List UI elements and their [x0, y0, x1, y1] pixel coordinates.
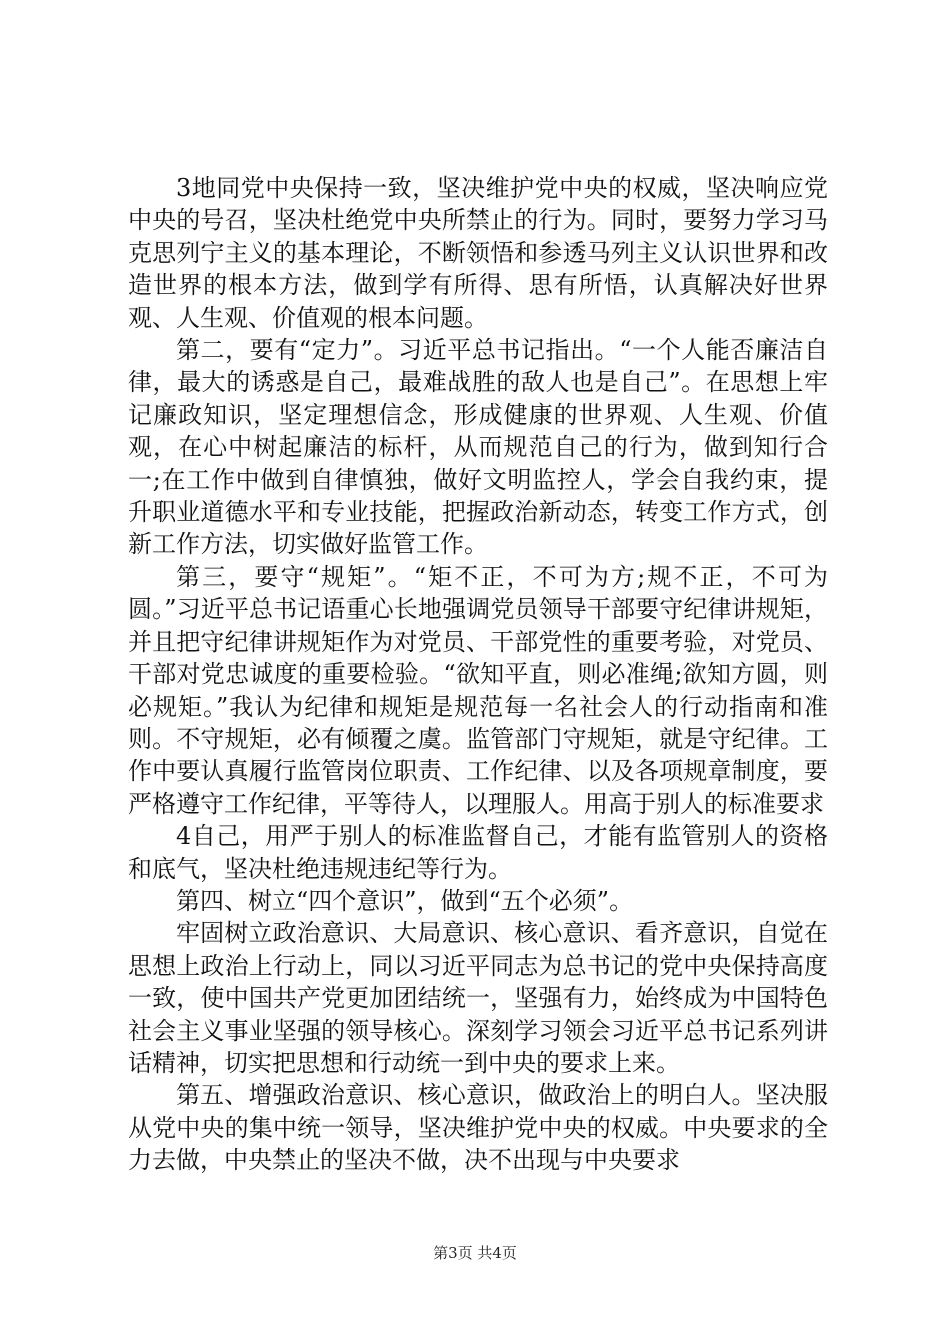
paragraph-5: 第四、树立“四个意识”，做到“五个必须”。 [176, 886, 634, 915]
paragraph-4: 4自己，用严于别人的标准监督自己，才能有监管别人的资格和底气，坚决杜绝违规违纪等行为。 [128, 822, 828, 883]
paragraph-2: 第二，要有“定力”。习近平总书记指出。“一个人能否廉洁自律，最大的诱惑是自己，最难战胜的敌人也是自己”。在思想上牢记廉政知识，坚定理想信念，形成健康的世界观、人生观、价值观，在心中树起廉洁的标杆，从而规范自己的行为，做到知行合一;在工作中做到自律慎独，做好文明监控人，学会自我约束，提升职业道德水平和专业技能，把握政治新动态，转变工作方式，创新工作方法，切实做好监管工作。 [128, 336, 828, 559]
page-footer: 第3页 共4页 [433, 1244, 517, 1262]
paragraph-1: 3地同党中央保持一致，坚决维护党中央的权威，坚决响应党中央的号召，坚决杜绝党中央所禁止的行为。同时，要努力学习马克思列宁主义的基本理论，不断领悟和参透马列主义认识世界和改造世界的根本方法，做到学有所得、思有所悟，认真解决好世界观、人生观、价值观的根本问题。 [128, 174, 828, 332]
paragraph-6: 牢固树立政治意识、大局意识、核心意识、看齐意识，自觉在思想上政治上行动上，同以习近平同志为总书记的党中央保持高度一致，使中国共产党更加团结统一，坚强有力，始终成为中国特色社会主义事业坚强的领导核心。深刻学习领会习近平总书记系列讲话精神，切实把思想和行动统一到中央的要求上来。 [128, 919, 828, 1077]
paragraph-3: 第三，要守“规矩”。“矩不正，不可为方;规不正，不可为圆。”习近平总书记语重心长地强调党员领导干部要守纪律讲规矩，并且把守纪律讲规矩作为对党员、干部党性的重要考验，对党员、干部对党忠诚度的重要检验。“欲知平直，则必准绳;欲知方圆，则必规矩。”我认为纪律和规矩是规范每一名社会人的行动指南和准则。不守规矩，必有倾覆之虞。监管部门守规矩，就是守纪律。工作中要认真履行监管岗位职责、工作纪律、以及各项规章制度，要严格遵守工作纪律，平等待人，以理服人。用高于别人的标准要求 [128, 562, 828, 818]
paragraph-7: 第五、增强政治意识、核心意识，做政治上的明白人。坚决服从党中央的集中统一领导，坚决维护党中央的权威。中央要求的全力去做，中央禁止的坚决不做，决不出现与中央要求 [128, 1081, 828, 1175]
document-body [128, 172, 828, 1177]
